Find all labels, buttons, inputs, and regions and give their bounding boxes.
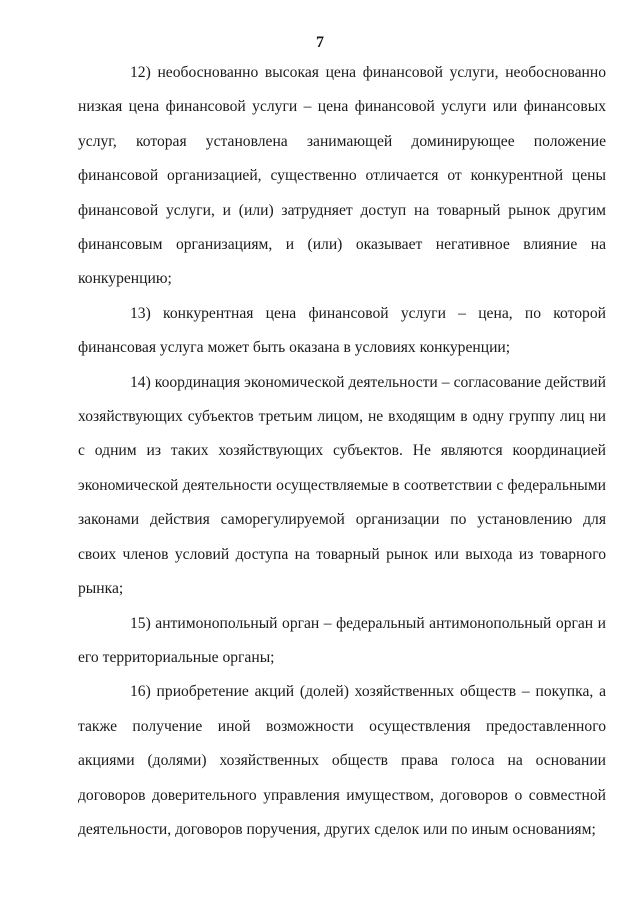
document-body [78,56,606,847]
paragraph-item-15: 15) антимонопольный орган – федеральный антимонопольный орган и его территориальные органы; [78,614,606,666]
paragraph-item-12: 12) необоснованно высокая цена финансовой услуги, необоснованно низкая цена финансовой услуги – цена финансовой услуги или финансовых услуг, которая установлена занимающей доминирующее положение финансовой организацией, существенно отличается от конкурентной цены финансовой услуги, и (или) затрудняет доступ на товарный рынок другим финансовым организациям, и (или) оказывает негативное влияние на конкуренцию; [78,64,606,288]
paragraph-item-14: 14) координация экономической деятельности – согласование действий хозяйствующих субъектов третьим лицом, не входящим в одну группу лиц ни с одним из таких хозяйствующих субъектов. Не являются координацией экономической деятельности осуществляемые в соответствии с федеральными законами действия саморегулируемой организации по установлению для своих членов условий доступа на товарный рынок или выхода из товарного рынка; [78,373,606,598]
paragraph-item-13: 13) конкурентная цена финансовой услуги – цена, по которой финансовая услуга может быть оказана в условиях конкуренции; [78,304,606,357]
page-number: 7 [316,34,324,51]
paragraph-item-16: 16) приобретение акций (долей) хозяйственных обществ – покупка, а также получение иной возможности осуществления предоставленного акциями (долями) хозяйственных обществ права голоса на основании договоров доверительного управления имуществом, договоров о совместной деятельности, договоров поручения, других сделок или по иным основаниям; [78,683,606,838]
